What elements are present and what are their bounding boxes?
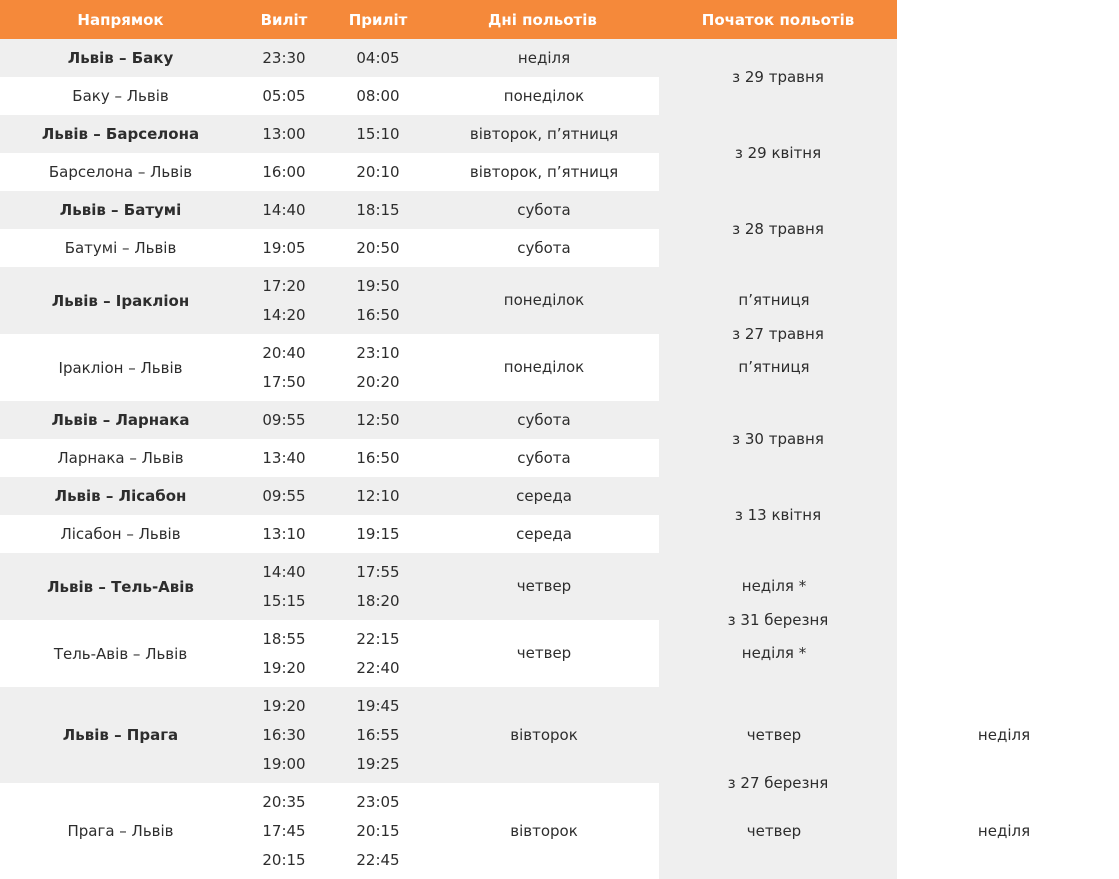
arrival-cell [327,115,429,153]
departure-cell [241,620,327,687]
flight-day: субота [517,200,571,219]
flight-day: неділя * [741,644,807,662]
arrival-time: 18:15 [356,200,400,219]
flight-day: вівторок, п’ятниця [469,124,619,143]
departure-cell [241,687,327,783]
arrival-time: 19:45 [356,696,400,715]
route-cell: Лісабон – Львів [60,525,181,543]
route-cell: Львів – Іракліон [0,267,241,334]
arrival-cell [327,229,429,267]
arrival-cell [327,153,429,191]
arrival-cell [327,401,429,439]
departure-cell [241,153,327,191]
departure-time: 18:55 [262,629,306,648]
route-cell: Львів – Баку [0,39,241,77]
route-cell: Баку – Львів [72,87,169,105]
departure-cell [241,783,327,879]
flight-day: четвер [516,644,572,662]
arrival-cell [327,267,429,334]
table-row [0,401,897,439]
arrival-time: 23:10 [356,343,400,362]
departure-time: 09:55 [262,410,306,429]
days-cell [429,401,659,439]
arrival-cell [327,77,429,115]
departure-time: 14:40 [262,562,306,581]
days-cell [429,553,807,620]
departure-time: 16:30 [262,725,306,744]
days-cell [429,439,659,477]
departure-cell [241,77,327,115]
departure-cell [241,115,327,153]
route-cell: Львів – Прага [0,687,241,783]
start-date-cell: з 13 квітня [659,477,897,553]
departure-time: 13:10 [262,524,306,543]
route-cell: Батумі – Львів [64,239,177,257]
flight-day: п’ятниця [738,358,810,376]
flight-day: субота [517,448,571,467]
start-date-cell: з 27 березня [659,687,897,879]
arrival-time: 20:10 [356,162,400,181]
route-cell: Львів – Ларнака [0,401,241,439]
start-date-cell: з 27 травня [659,267,897,401]
departure-cell [241,39,327,77]
route-cell: Львів – Барселона [0,115,241,153]
arrival-time: 22:45 [356,850,400,869]
start-date-cell: з 30 травня [659,401,897,477]
route-cell: Барселона – Львів [48,163,193,181]
departure-time: 17:20 [262,276,306,295]
departure-cell [241,439,327,477]
departure-cell [241,553,327,620]
flight-day: неділя [977,725,1031,744]
header-departure: Виліт [241,0,327,39]
departure-time: 23:30 [262,48,306,67]
arrival-cell [327,553,429,620]
flight-day: понеділок [503,358,585,376]
table-row [0,191,897,229]
departure-cell [241,229,327,267]
departure-time: 16:00 [262,162,306,181]
days-cell [429,620,807,687]
departure-time: 05:05 [262,86,306,105]
days-cell [429,191,659,229]
start-date-cell: з 29 травня [659,39,897,115]
days-cell [429,477,659,515]
flight-day: четвер [746,821,802,840]
departure-cell [241,334,327,401]
arrival-time: 08:00 [356,86,400,105]
departure-cell [241,515,327,553]
departure-time: 20:15 [262,850,306,869]
arrival-time: 19:15 [356,524,400,543]
flight-day: субота [517,410,571,429]
departure-time: 15:15 [262,591,306,610]
departure-time: 14:40 [262,200,306,219]
flight-day: четвер [746,725,802,744]
departure-time: 19:00 [262,754,306,773]
departure-cell [241,401,327,439]
flight-day: неділя [977,821,1031,840]
route-cell: Іракліон – Львів [58,358,183,377]
arrival-cell [327,439,429,477]
departure-time: 20:40 [262,343,306,362]
flight-day: неділя * [741,577,807,595]
route-cell: Львів – Тель-Авів [0,553,241,620]
arrival-time: 23:05 [356,792,400,811]
departure-time: 13:40 [262,448,306,467]
arrival-time: 17:55 [356,562,400,581]
arrival-time: 12:10 [356,486,400,505]
arrival-time: 15:10 [356,124,400,143]
table-row [0,687,897,783]
arrival-cell [327,477,429,515]
arrival-cell [327,334,429,401]
arrival-cell [327,191,429,229]
flight-day: вівторок, п’ятниця [469,162,619,181]
route-cell: Тель-Авів – Львів [53,644,188,663]
arrival-cell [327,783,429,879]
departure-time: 17:50 [262,372,306,391]
start-date-cell: з 29 квітня [659,115,897,191]
departure-time: 13:00 [262,124,306,143]
table-row [0,39,897,77]
header-arrival: Приліт [327,0,429,39]
arrival-time: 20:15 [356,821,400,840]
flight-day: вівторок [510,725,578,744]
arrival-time: 18:20 [356,591,400,610]
arrival-time: 16:50 [356,448,400,467]
arrival-cell [327,620,429,687]
arrival-time: 20:20 [356,372,400,391]
departure-time: 17:45 [262,821,306,840]
flight-day: середа [516,486,572,505]
arrival-cell [327,515,429,553]
days-cell [429,229,659,267]
arrival-time: 12:50 [356,410,400,429]
flight-day: субота [517,238,571,257]
route-cell: Львів – Батумі [0,191,241,229]
flight-day: понеділок [503,291,585,309]
header-route: Напрямок [0,0,241,39]
header-days: Дні польотів [429,0,659,39]
table-row [0,115,897,153]
arrival-time: 20:50 [356,238,400,257]
header-row [0,0,897,39]
route-cell: Прага – Львів [67,822,174,840]
flight-day: четвер [516,577,572,595]
table-row [0,477,897,515]
table-body [0,39,1031,879]
start-date-cell: з 28 травня [659,191,897,267]
arrival-time: 22:40 [356,658,400,677]
days-cell [429,153,659,191]
route-cell: Ларнака – Львів [57,449,184,467]
arrival-time: 16:50 [356,305,400,324]
flight-day: п’ятниця [738,291,810,309]
departure-cell [241,477,327,515]
flight-day: вівторок [510,821,578,840]
start-date-cell: з 31 березня [659,553,897,687]
table-row [0,553,897,620]
route-cell: Львів – Лісабон [0,477,241,515]
days-cell [429,77,659,115]
arrival-cell [327,39,429,77]
departure-time: 19:20 [262,696,306,715]
arrival-time: 19:25 [356,754,400,773]
arrival-cell [327,687,429,783]
departure-time: 14:20 [262,305,306,324]
arrival-time: 04:05 [356,48,400,67]
departure-cell [241,267,327,334]
flight-day: середа [516,524,572,543]
arrival-time: 22:15 [356,629,400,648]
flight-day: понеділок [503,86,585,105]
departure-cell [241,191,327,229]
table-row [0,267,897,334]
departure-time: 20:35 [262,792,306,811]
days-cell [429,334,810,401]
days-cell [429,115,659,153]
departure-time: 19:20 [262,658,306,677]
departure-time: 09:55 [262,486,306,505]
arrival-time: 19:50 [356,276,400,295]
days-cell [429,515,659,553]
table-header [0,0,897,39]
arrival-time: 16:55 [356,725,400,744]
days-cell [429,267,810,334]
header-start: Початок польотів [659,0,897,39]
days-cell [429,39,659,77]
flight-day: неділя [517,48,571,67]
departure-time: 19:05 [262,238,306,257]
